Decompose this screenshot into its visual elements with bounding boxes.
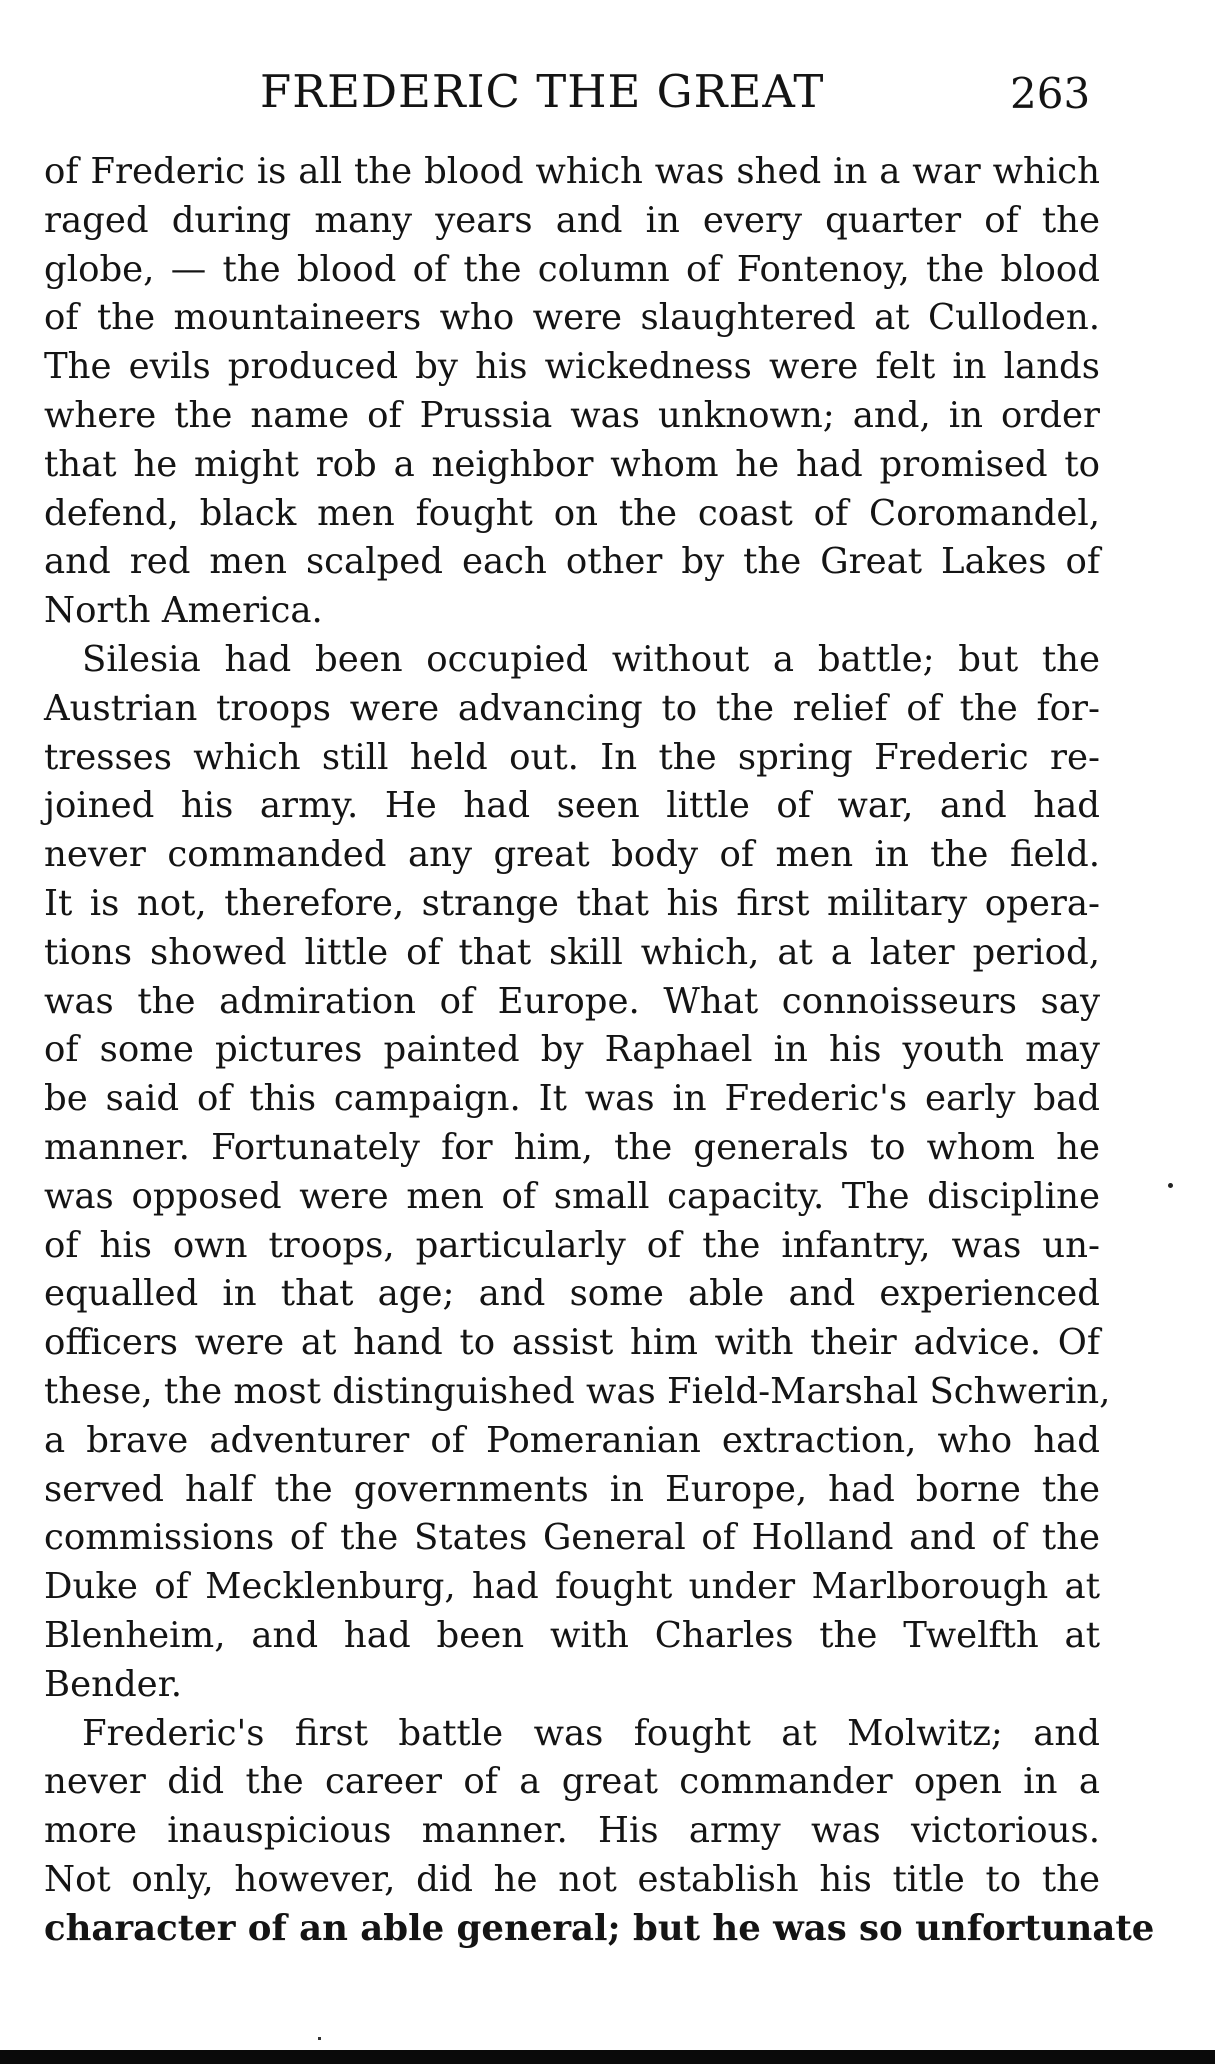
text-line: tions showed little of that skill which, at a later period, [44, 931, 1100, 973]
text-line: equalled in that age; and some able and experienced [44, 1273, 1100, 1315]
text-line: never commanded any great body of men in the field. [44, 834, 1100, 876]
text-line: where the name of Prussia was unknown; and, in order [44, 394, 1100, 436]
text-line: It is not, therefore, strange that his first military opera- [44, 882, 1100, 924]
text-line: globe, — the blood of the column of Fontenoy, the blood [44, 248, 1100, 290]
paragraph-end-line: North America. [44, 590, 323, 632]
text-line: raged during many years and in every quarter of the [44, 199, 1100, 241]
text-line: officers were at hand to assist him with their advice. Of [44, 1322, 1100, 1364]
text-line: of his own troops, particularly of the infantry, was un- [44, 1224, 1100, 1266]
text-line: Blenheim, and had been with Charles the Twelfth at [44, 1614, 1100, 1656]
body-text [44, 148, 1155, 1953]
text-line: defend, black men fought on the coast of Coromandel, [44, 492, 1100, 534]
text-line: tresses which still held out. In the spring Frederic re- [44, 736, 1100, 778]
text-line: character of an able general; but he was so unfortunate [44, 1907, 1155, 1949]
text-line: more inauspicious manner. His army was victorious. [44, 1810, 1100, 1852]
text-line: never did the career of a great commander open in a [44, 1761, 1100, 1803]
scan-edge-rule [0, 2050, 1215, 2064]
text-line: of some pictures painted by Raphael in his youth may [44, 1029, 1100, 1071]
text-line: be said of this campaign. It was in Frederic's early bad [44, 1078, 1100, 1120]
text-line: and red men scalped each other by the Great Lakes of [44, 541, 1100, 583]
text-line: joined his army. He had seen little of war, and had [44, 785, 1100, 827]
text-line: The evils produced by his wickedness were felt in lands [44, 346, 1100, 388]
text-line: served half the governments in Europe, had borne the [44, 1468, 1100, 1510]
text-line: Austrian troops were advancing to the relief of the for- [44, 687, 1100, 729]
text-line: manner. Fortunately for him, the generals to whom he [44, 1126, 1100, 1168]
paragraph-start-line: Silesia had been occupied without a battle; but the [82, 638, 1100, 680]
text-line: a brave adventurer of Pomeranian extraction, who had [44, 1419, 1100, 1461]
running-title: FREDERIC THE GREAT [260, 65, 825, 118]
text-line: Duke of Mecklenburg, had fought under Marlborough at [44, 1566, 1100, 1608]
text-line: of Frederic is all the blood which was shed in a war which [44, 151, 1100, 192]
text-line: of the mountaineers who were slaughtered at Culloden. [44, 297, 1100, 339]
page-number: 263 [1010, 69, 1091, 118]
text-line: these, the most distinguished was Field-Marshal Schwerin, [44, 1370, 1111, 1412]
text-line: commissions of the States General of Holland and of the [44, 1517, 1100, 1559]
paragraph-end-line: Bender. [44, 1663, 183, 1705]
text-line: was the admiration of Europe. What connoisseurs say [44, 980, 1100, 1022]
text-line: Not only, however, did he not establish his title to the [44, 1858, 1100, 1900]
text-line: was opposed were men of small capacity. The discipline [44, 1175, 1100, 1217]
margin-speck [1168, 1183, 1173, 1188]
text-line: that he might rob a neighbor whom he had promised to [44, 443, 1100, 485]
bottom-speck [318, 2037, 321, 2040]
paragraph-start-line: Frederic's first battle was fought at Molwitz; and [82, 1712, 1100, 1754]
